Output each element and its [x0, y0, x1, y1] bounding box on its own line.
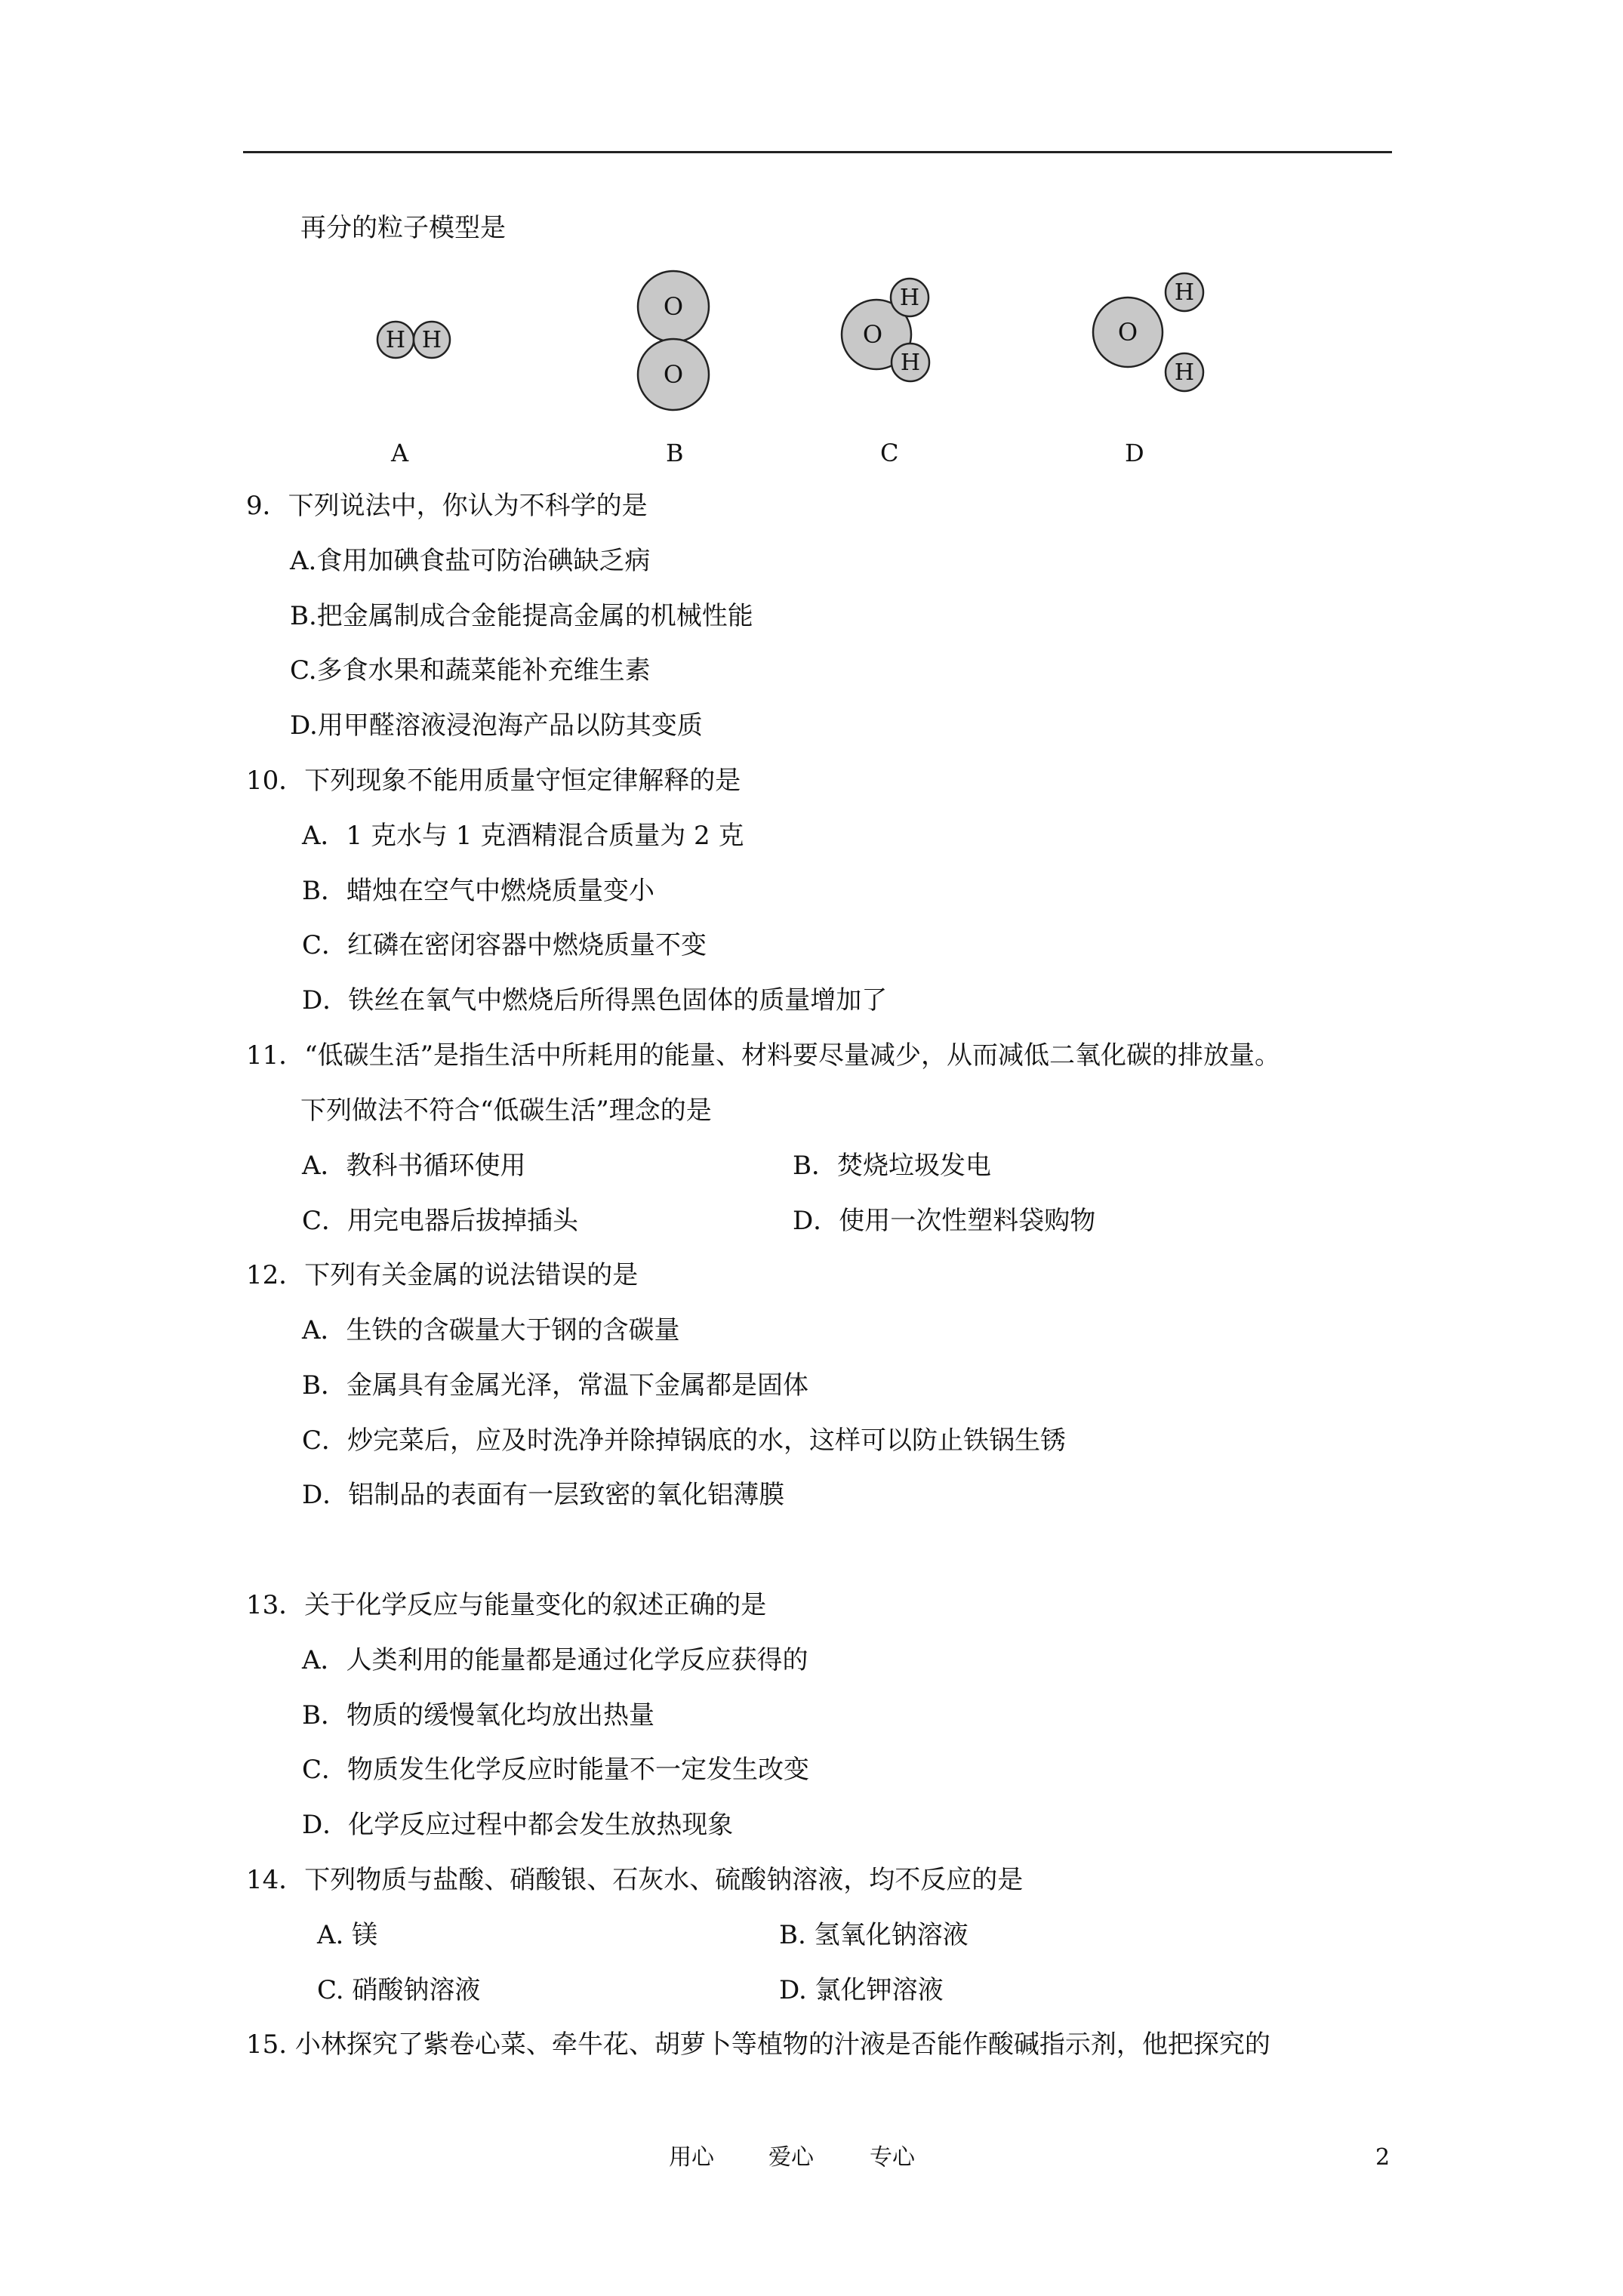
- model-d: [1093, 273, 1203, 391]
- model-b: [638, 271, 709, 410]
- question-13-stem: 13．关于化学反应与能量变化的叙述正确的是: [246, 1590, 767, 1620]
- question-11-option-c: C．用完电器后拔掉插头: [302, 1206, 579, 1236]
- model-label-d: D: [1125, 439, 1144, 467]
- question-13-option-c: C．物质发生化学反应时能量不一定发生改变: [302, 1755, 810, 1785]
- question-14-stem: 14．下列物质与盐酸、硝酸银、石灰水、硫酸钠溶液，均不反应的是: [246, 1865, 1024, 1895]
- question-10-option-d: D．铁丝在氧气中燃烧后所得黑色固体的质量增加了: [302, 985, 888, 1015]
- footer-motto-1: 用心: [669, 2144, 714, 2171]
- question-12-option-d: D．铝制品的表面有一层致密的氧化铝薄膜: [302, 1480, 785, 1510]
- model-a: [377, 322, 450, 358]
- question-11-option-b: B．焚烧垃圾发电: [793, 1151, 991, 1181]
- question-10-option-c: C．红磷在密闭容器中燃烧质量不变: [302, 930, 707, 960]
- question-14-option-b: B. 氢氧化钠溶液: [779, 1920, 969, 1950]
- o-atom-label: O: [1117, 318, 1138, 347]
- question-12-option-c: C．炒完菜后，应及时洗净并除掉锅底的水，这样可以防止铁锅生锈: [302, 1425, 1067, 1456]
- intro-text: 再分的粒子模型是: [300, 213, 506, 243]
- header-rule: [243, 151, 1392, 153]
- question-12-option-b: B．金属具有金属光泽，常温下金属都是固体: [302, 1370, 808, 1401]
- question-9-stem: 9．下列说法中，你认为不科学的是: [246, 491, 648, 521]
- h-atom-label: H: [421, 327, 442, 353]
- question-9-option-b: B.把金属制成合金能提高金属的机械性能: [290, 601, 753, 631]
- model-label-c: C: [880, 439, 899, 467]
- model-c: [842, 279, 929, 381]
- question-12-stem: 12．下列有关金属的说法错误的是: [246, 1260, 639, 1290]
- question-15-stem: 15. 小林探究了紫卷心菜、牵牛花、胡萝卜等植物的汁液是否能作酸碱指示剂，他把探究的: [246, 2029, 1270, 2060]
- h-atom-label: H: [1174, 359, 1195, 386]
- h-atom-label: H: [385, 327, 406, 353]
- o-atom-label: O: [862, 320, 883, 349]
- question-10-option-a: A．1 克水与 1 克酒精混合质量为 2 克: [302, 821, 744, 851]
- question-10-stem: 10．下列现象不能用质量守恒定律解释的是: [246, 766, 741, 796]
- question-9-option-a: A.食用加碘食盐可防治碘缺乏病: [290, 546, 651, 576]
- o-atom-label: O: [663, 292, 684, 321]
- h-atom-label: H: [899, 285, 920, 311]
- question-11-option-a: A．教科书循环使用: [302, 1151, 526, 1181]
- footer-motto-3: 专心: [870, 2144, 915, 2171]
- question-13-option-b: B．物质的缓慢氧化均放出热量: [302, 1700, 654, 1730]
- h-atom-label: H: [900, 350, 921, 376]
- o-atom-label: O: [663, 360, 684, 389]
- question-14-option-d: D. 氯化钾溶液: [779, 1975, 944, 2005]
- question-14-option-c: C. 硝酸钠溶液: [317, 1975, 481, 2005]
- model-label-b: B: [666, 439, 684, 467]
- question-9-option-d: D.用甲醛溶液浸泡海产品以防其变质: [290, 710, 703, 741]
- question-10-option-b: B．蜡烛在空气中燃烧质量变小: [302, 876, 654, 906]
- question-14-option-a: A. 镁: [317, 1920, 378, 1950]
- question-9-option-c: C.多食水果和蔬菜能补充维生素: [290, 655, 651, 686]
- model-label-a: A: [391, 439, 409, 467]
- question-12-option-a: A．生铁的含碳量大于钢的含碳量: [302, 1315, 680, 1345]
- question-11-stem-continued: 下列做法不符合“低碳生活”理念的是: [300, 1096, 712, 1126]
- footer-motto-2: 爱心: [768, 2144, 814, 2171]
- question-11-stem: 11．“低碳生活”是指生活中所耗用的能量、材料要尽量减少，从而减低二氧化碳的排放量。: [246, 1040, 1281, 1071]
- question-13-option-a: A．人类利用的能量都是通过化学反应获得的: [302, 1645, 808, 1675]
- h-atom-label: H: [1174, 279, 1195, 306]
- page-number: 2: [1375, 2144, 1390, 2171]
- question-11-option-d: D．使用一次性塑料袋购物: [793, 1206, 1096, 1236]
- question-13-option-d: D．化学反应过程中都会发生放热现象: [302, 1810, 734, 1840]
